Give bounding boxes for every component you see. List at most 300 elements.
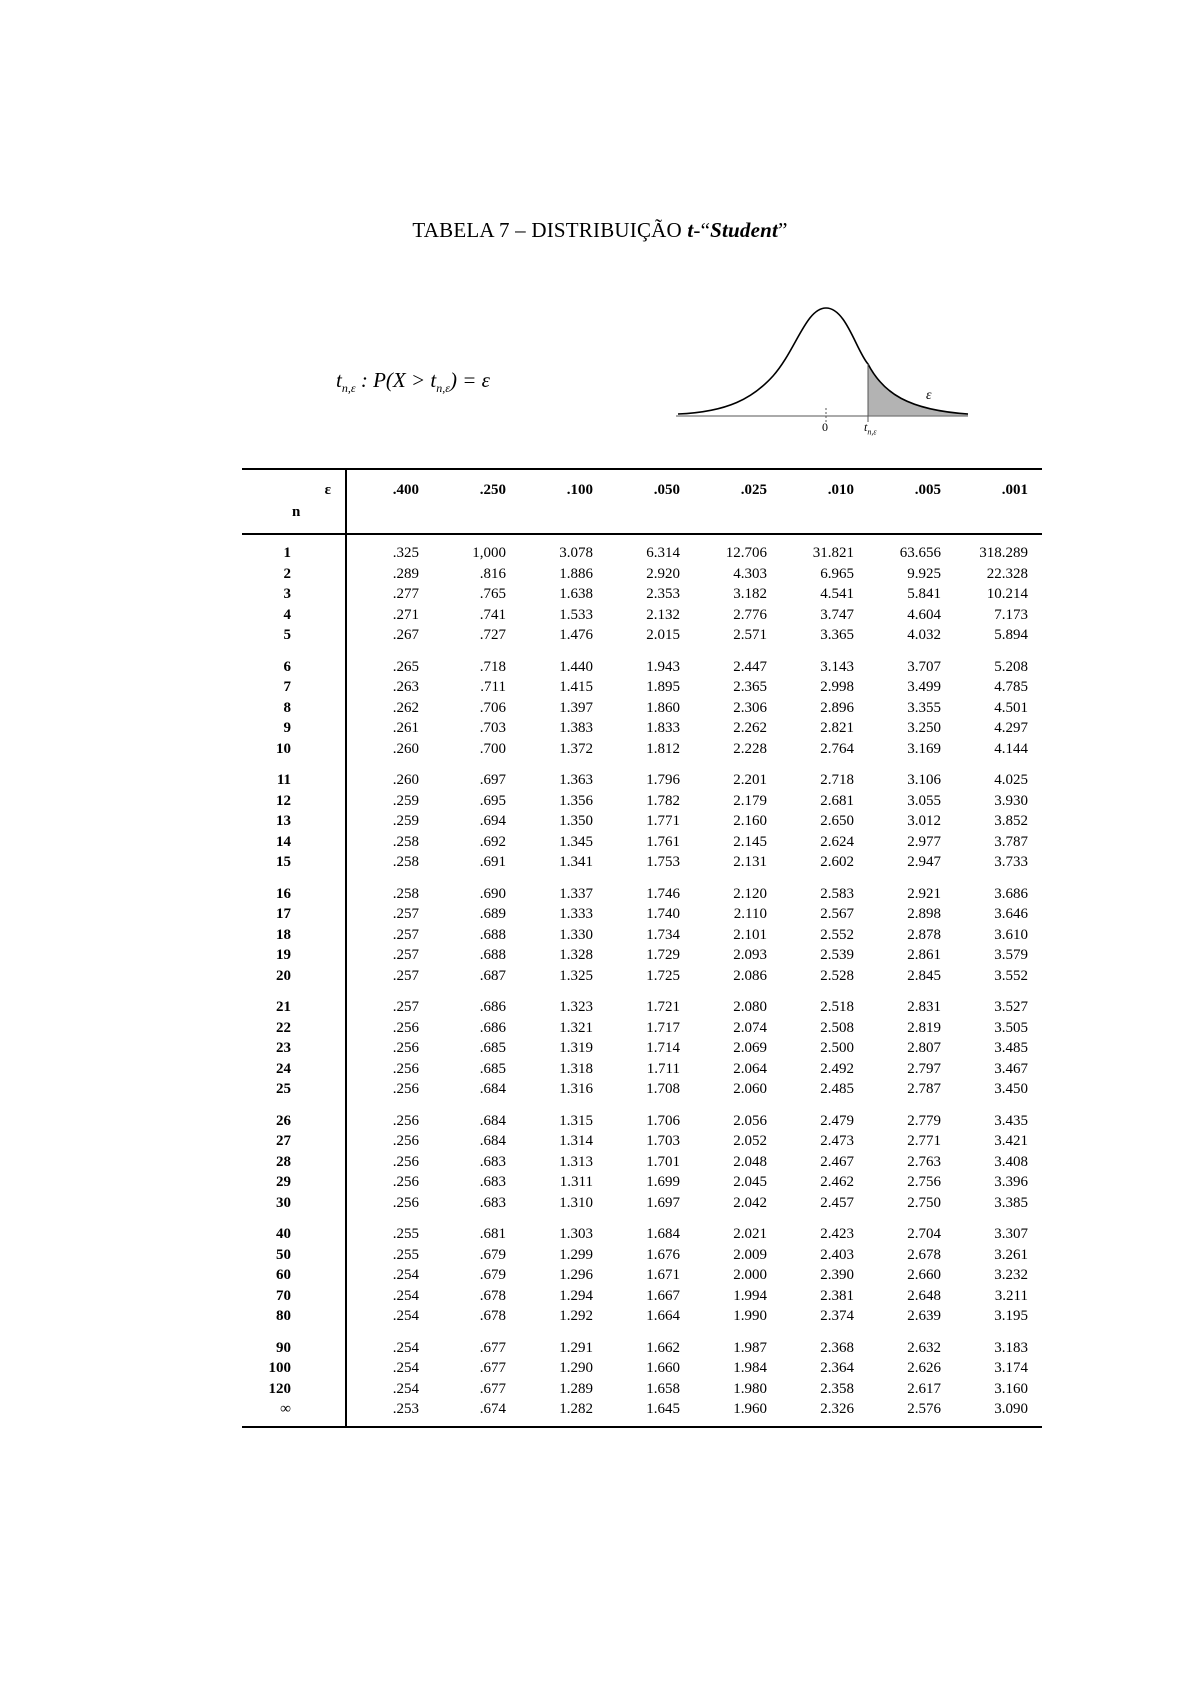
value-cell: .765 bbox=[479, 586, 506, 603]
value-cell: 1.397 bbox=[559, 699, 593, 716]
value-cell: .271 bbox=[392, 606, 419, 623]
value-cell: .686 bbox=[479, 999, 506, 1016]
value-cell: 1.662 bbox=[646, 1339, 680, 1356]
value-cell: .727 bbox=[479, 627, 506, 644]
column-header: .005 bbox=[868, 469, 955, 534]
value-cell: .255 bbox=[392, 1226, 419, 1243]
value-cell: .254 bbox=[392, 1380, 419, 1397]
row-n-cell: 13 bbox=[242, 811, 346, 832]
value-cell: 2.552 bbox=[820, 926, 854, 943]
value-cell: 5.841 bbox=[907, 586, 941, 603]
value-cell: .260 bbox=[392, 740, 419, 757]
value-cell: .677 bbox=[479, 1360, 506, 1377]
value-cell: 2.132 bbox=[646, 606, 680, 623]
title-end-quote: ” bbox=[778, 218, 788, 242]
value-cell: .254 bbox=[392, 1287, 419, 1304]
value-cell: .678 bbox=[479, 1308, 506, 1325]
value-cell: .711 bbox=[480, 679, 506, 696]
value-cell: .256 bbox=[392, 1040, 419, 1057]
value-cell: .684 bbox=[479, 1112, 506, 1129]
value-cell: .686 bbox=[479, 1019, 506, 1036]
table-row bbox=[242, 1327, 1042, 1359]
value-cell: 1.984 bbox=[733, 1360, 767, 1377]
value-cell: 1.717 bbox=[646, 1019, 680, 1036]
value-cell: 2.009 bbox=[733, 1246, 767, 1263]
value-cell: 1.895 bbox=[646, 679, 680, 696]
table-row bbox=[242, 852, 1042, 873]
value-cell: .692 bbox=[479, 833, 506, 850]
value-cell: 1.316 bbox=[559, 1081, 593, 1098]
curve-eps-label: ε bbox=[926, 388, 932, 403]
value-cell: 1.729 bbox=[646, 947, 680, 964]
row-n-cell: 28 bbox=[242, 1152, 346, 1173]
value-cell: 2.365 bbox=[733, 679, 767, 696]
value-cell: 1.708 bbox=[646, 1081, 680, 1098]
value-cell: .816 bbox=[479, 565, 506, 582]
value-cell: 2.467 bbox=[820, 1153, 854, 1170]
value-cell: 2.617 bbox=[907, 1380, 941, 1397]
row-n-cell: 90 bbox=[242, 1327, 346, 1359]
value-cell: .706 bbox=[479, 699, 506, 716]
value-cell: 1.667 bbox=[646, 1287, 680, 1304]
row-n-cell: 40 bbox=[242, 1213, 346, 1245]
value-cell: 2.110 bbox=[733, 906, 767, 923]
table-row bbox=[242, 1152, 1042, 1173]
value-cell: 1,000 bbox=[472, 545, 506, 562]
value-cell: 3.686 bbox=[994, 885, 1028, 902]
value-cell: 1.701 bbox=[646, 1153, 680, 1170]
row-n-cell: 5 bbox=[242, 625, 346, 646]
value-cell: 1.671 bbox=[646, 1267, 680, 1284]
value-cell: 3.232 bbox=[994, 1267, 1028, 1284]
value-cell: 3.450 bbox=[994, 1081, 1028, 1098]
value-cell: 4.032 bbox=[907, 627, 941, 644]
value-cell: .256 bbox=[392, 1081, 419, 1098]
value-cell: 3.421 bbox=[994, 1133, 1028, 1150]
value-cell: .255 bbox=[392, 1246, 419, 1263]
value-cell: 1.356 bbox=[559, 792, 593, 809]
value-cell: 1.303 bbox=[559, 1226, 593, 1243]
value-cell: 2.462 bbox=[820, 1174, 854, 1191]
value-cell: 1.310 bbox=[559, 1194, 593, 1211]
value-cell: 2.518 bbox=[820, 999, 854, 1016]
value-cell: 3.365 bbox=[820, 627, 854, 644]
title-prefix: TABELA 7 – DISTRIBUIÇÃO bbox=[412, 218, 682, 242]
value-cell: 2.457 bbox=[820, 1194, 854, 1211]
table-row bbox=[242, 832, 1042, 853]
row-n-cell: 27 bbox=[242, 1131, 346, 1152]
value-cell: 2.403 bbox=[820, 1246, 854, 1263]
table-header-row bbox=[242, 469, 1042, 534]
table-row bbox=[242, 718, 1042, 739]
formula-t: t bbox=[336, 368, 342, 392]
value-cell: 2.201 bbox=[733, 772, 767, 789]
value-cell: .700 bbox=[479, 740, 506, 757]
value-cell: 2.704 bbox=[907, 1226, 941, 1243]
row-n-cell: 60 bbox=[242, 1265, 346, 1286]
value-cell: 1.994 bbox=[733, 1287, 767, 1304]
value-cell: 1.703 bbox=[646, 1133, 680, 1150]
value-cell: 3.307 bbox=[994, 1226, 1028, 1243]
value-cell: 1.658 bbox=[646, 1380, 680, 1397]
value-cell: 3.930 bbox=[994, 792, 1028, 809]
value-cell: 3.211 bbox=[994, 1287, 1028, 1304]
value-cell: .258 bbox=[392, 833, 419, 850]
value-cell: 1.746 bbox=[646, 885, 680, 902]
value-cell: 2.819 bbox=[907, 1019, 941, 1036]
value-cell: 2.750 bbox=[907, 1194, 941, 1211]
value-cell: 3.787 bbox=[994, 833, 1028, 850]
value-cell: .258 bbox=[392, 885, 419, 902]
value-cell: .261 bbox=[392, 720, 419, 737]
value-cell: 2.998 bbox=[820, 679, 854, 696]
value-cell: 22.328 bbox=[986, 565, 1028, 582]
value-cell: 1.291 bbox=[559, 1339, 593, 1356]
value-cell: 2.845 bbox=[907, 967, 941, 984]
value-cell: 2.374 bbox=[820, 1308, 854, 1325]
value-cell: 1.372 bbox=[559, 740, 593, 757]
table-row bbox=[242, 966, 1042, 987]
value-cell: 1.290 bbox=[559, 1360, 593, 1377]
value-cell: 1.980 bbox=[733, 1380, 767, 1397]
value-cell: 2.120 bbox=[733, 885, 767, 902]
value-cell: 2.074 bbox=[733, 1019, 767, 1036]
value-cell: .254 bbox=[392, 1308, 419, 1325]
value-cell: 3.747 bbox=[820, 606, 854, 623]
curve-line bbox=[678, 308, 968, 414]
value-cell: 2.500 bbox=[820, 1040, 854, 1057]
table-row bbox=[242, 1131, 1042, 1152]
value-cell: 1.330 bbox=[559, 926, 593, 943]
value-cell: 1.363 bbox=[559, 772, 593, 789]
value-cell: .687 bbox=[479, 967, 506, 984]
value-cell: 1.321 bbox=[559, 1019, 593, 1036]
value-cell: 1.812 bbox=[646, 740, 680, 757]
value-cell: 2.358 bbox=[820, 1380, 854, 1397]
value-cell: 2.648 bbox=[907, 1287, 941, 1304]
value-cell: .256 bbox=[392, 1194, 419, 1211]
value-cell: 2.947 bbox=[907, 854, 941, 871]
row-n-cell: 7 bbox=[242, 677, 346, 698]
curve-t-text: t bbox=[864, 420, 868, 434]
row-n-cell: ∞ bbox=[242, 1399, 346, 1427]
row-n-cell: 70 bbox=[242, 1286, 346, 1307]
value-cell: 1.960 bbox=[694, 1399, 781, 1427]
value-cell: 3.852 bbox=[994, 813, 1028, 830]
value-cell: 1.676 bbox=[646, 1246, 680, 1263]
table-row bbox=[242, 759, 1042, 791]
value-cell: .695 bbox=[479, 792, 506, 809]
value-cell: 2.381 bbox=[820, 1287, 854, 1304]
value-cell: 2.485 bbox=[820, 1081, 854, 1098]
value-cell: 1.638 bbox=[559, 586, 593, 603]
value-cell: 1.753 bbox=[646, 854, 680, 871]
value-cell: .678 bbox=[479, 1287, 506, 1304]
value-cell: 2.921 bbox=[907, 885, 941, 902]
value-cell: 3.160 bbox=[994, 1380, 1028, 1397]
value-cell: 9.925 bbox=[907, 565, 941, 582]
value-cell: 2.145 bbox=[733, 833, 767, 850]
table-row bbox=[242, 811, 1042, 832]
value-cell: 2.473 bbox=[820, 1133, 854, 1150]
value-cell: .257 bbox=[392, 947, 419, 964]
value-cell: 2.080 bbox=[733, 999, 767, 1016]
table-row bbox=[242, 873, 1042, 905]
table-row bbox=[242, 564, 1042, 585]
value-cell: 2.576 bbox=[868, 1399, 955, 1427]
value-cell: 3.183 bbox=[994, 1339, 1028, 1356]
value-cell: .259 bbox=[392, 813, 419, 830]
value-cell: 2.624 bbox=[820, 833, 854, 850]
value-cell: 1.761 bbox=[646, 833, 680, 850]
value-cell: 4.025 bbox=[994, 772, 1028, 789]
value-cell: 2.821 bbox=[820, 720, 854, 737]
value-cell: .265 bbox=[392, 658, 419, 675]
value-cell: .260 bbox=[392, 772, 419, 789]
value-cell: 1.318 bbox=[559, 1060, 593, 1077]
value-cell: .697 bbox=[479, 772, 506, 789]
value-cell: .256 bbox=[392, 1153, 419, 1170]
value-cell: 4.303 bbox=[733, 565, 767, 582]
value-cell: 2.101 bbox=[733, 926, 767, 943]
value-cell: 4.144 bbox=[994, 740, 1028, 757]
value-cell: 1.990 bbox=[733, 1308, 767, 1325]
value-cell: 2.896 bbox=[820, 699, 854, 716]
value-cell: 3.396 bbox=[994, 1174, 1028, 1191]
value-cell: 4.604 bbox=[907, 606, 941, 623]
value-cell: .257 bbox=[392, 999, 419, 1016]
value-cell: 3.485 bbox=[994, 1040, 1028, 1057]
value-cell: 3.435 bbox=[994, 1112, 1028, 1129]
table-row bbox=[242, 1079, 1042, 1100]
value-cell: 1.697 bbox=[646, 1194, 680, 1211]
value-cell: 2.831 bbox=[907, 999, 941, 1016]
value-cell: .256 bbox=[392, 1112, 419, 1129]
value-cell: 12.706 bbox=[725, 545, 767, 562]
t-distribution-table bbox=[242, 468, 1042, 1428]
value-cell: 3.499 bbox=[907, 679, 941, 696]
table-row bbox=[242, 1306, 1042, 1327]
value-cell: .684 bbox=[479, 1133, 506, 1150]
row-n-cell: 20 bbox=[242, 966, 346, 987]
value-cell: 1.796 bbox=[646, 772, 680, 789]
value-cell: .677 bbox=[479, 1380, 506, 1397]
table-body bbox=[242, 534, 1042, 1427]
value-cell: 1.294 bbox=[559, 1287, 593, 1304]
value-cell: 2.052 bbox=[733, 1133, 767, 1150]
value-cell: 1.886 bbox=[559, 565, 593, 582]
value-cell: 1.333 bbox=[559, 906, 593, 923]
table-row bbox=[242, 534, 1042, 564]
table-row bbox=[242, 1265, 1042, 1286]
row-n-cell: 10 bbox=[242, 739, 346, 760]
value-cell: 3.505 bbox=[994, 1019, 1028, 1036]
value-cell: 1.645 bbox=[607, 1399, 694, 1427]
row-n-cell: 12 bbox=[242, 791, 346, 812]
value-cell: .694 bbox=[479, 813, 506, 830]
table-row bbox=[242, 1100, 1042, 1132]
value-cell: 4.785 bbox=[994, 679, 1028, 696]
value-cell: 1.292 bbox=[559, 1308, 593, 1325]
value-cell: 2.528 bbox=[820, 967, 854, 984]
value-cell: .688 bbox=[479, 947, 506, 964]
value-cell: 2.807 bbox=[907, 1040, 941, 1057]
column-header: .400 bbox=[346, 469, 433, 534]
table-row bbox=[242, 739, 1042, 760]
value-cell: 5.894 bbox=[994, 627, 1028, 644]
table-row bbox=[242, 677, 1042, 698]
value-cell: 2.492 bbox=[820, 1060, 854, 1077]
row-n-cell: 23 bbox=[242, 1038, 346, 1059]
value-cell: .741 bbox=[479, 606, 506, 623]
value-cell: 2.093 bbox=[733, 947, 767, 964]
value-cell: 2.626 bbox=[907, 1360, 941, 1377]
value-cell: .256 bbox=[392, 1133, 419, 1150]
value-cell: 2.898 bbox=[907, 906, 941, 923]
title-student: Student bbox=[710, 218, 779, 242]
value-cell: 3.106 bbox=[907, 772, 941, 789]
value-cell: 2.756 bbox=[907, 1174, 941, 1191]
value-cell: .681 bbox=[479, 1226, 506, 1243]
value-cell: 1.296 bbox=[559, 1267, 593, 1284]
value-cell: 1.299 bbox=[559, 1246, 593, 1263]
tail-area bbox=[868, 364, 968, 416]
value-cell: .674 bbox=[433, 1399, 520, 1427]
value-cell: 1.289 bbox=[559, 1380, 593, 1397]
value-cell: 2.678 bbox=[907, 1246, 941, 1263]
row-n-cell: 8 bbox=[242, 698, 346, 719]
value-cell: 2.632 bbox=[907, 1339, 941, 1356]
value-cell: 3.467 bbox=[994, 1060, 1028, 1077]
value-cell: 2.878 bbox=[907, 926, 941, 943]
value-cell: 318.289 bbox=[979, 545, 1028, 562]
column-header: .250 bbox=[433, 469, 520, 534]
value-cell: 3.012 bbox=[907, 813, 941, 830]
table-row bbox=[242, 1018, 1042, 1039]
value-cell: 2.390 bbox=[820, 1267, 854, 1284]
column-header: .001 bbox=[955, 469, 1042, 534]
value-cell: 2.787 bbox=[907, 1081, 941, 1098]
bell-curve-figure bbox=[668, 298, 978, 438]
distribution-curve bbox=[668, 298, 978, 438]
value-cell: 2.602 bbox=[820, 854, 854, 871]
column-header: .050 bbox=[607, 469, 694, 534]
table-row bbox=[242, 791, 1042, 812]
value-cell: 1.345 bbox=[559, 833, 593, 850]
value-cell: 1.440 bbox=[559, 658, 593, 675]
table-row bbox=[242, 1193, 1042, 1214]
value-cell: 4.501 bbox=[994, 699, 1028, 716]
value-cell: 3.707 bbox=[907, 658, 941, 675]
title-t: t bbox=[687, 218, 694, 242]
table-row bbox=[242, 584, 1042, 605]
value-cell: .256 bbox=[392, 1019, 419, 1036]
n-header: n bbox=[292, 504, 301, 520]
table-row bbox=[242, 1245, 1042, 1266]
value-cell: 2.508 bbox=[820, 1019, 854, 1036]
value-cell: 2.021 bbox=[733, 1226, 767, 1243]
table-row bbox=[242, 1358, 1042, 1379]
value-cell: .677 bbox=[479, 1339, 506, 1356]
value-cell: 2.571 bbox=[733, 627, 767, 644]
value-cell: .267 bbox=[392, 627, 419, 644]
value-cell: 3.078 bbox=[559, 545, 593, 562]
value-cell: .262 bbox=[392, 699, 419, 716]
value-cell: 1.350 bbox=[559, 813, 593, 830]
value-cell: .257 bbox=[392, 926, 419, 943]
value-cell: 6.314 bbox=[646, 545, 680, 562]
row-n-cell: 30 bbox=[242, 1193, 346, 1214]
value-cell: 3.733 bbox=[994, 854, 1028, 871]
row-n-cell: 14 bbox=[242, 832, 346, 853]
formula-end: ) = ε bbox=[449, 368, 490, 392]
value-cell: 1.721 bbox=[646, 999, 680, 1016]
page-title bbox=[0, 218, 1200, 243]
value-cell: 1.740 bbox=[646, 906, 680, 923]
value-cell: 2.583 bbox=[820, 885, 854, 902]
value-cell: 3.090 bbox=[955, 1399, 1042, 1427]
row-n-cell: 29 bbox=[242, 1172, 346, 1193]
value-cell: .254 bbox=[392, 1339, 419, 1356]
value-cell: 2.423 bbox=[820, 1226, 854, 1243]
value-cell: 1.319 bbox=[559, 1040, 593, 1057]
definition-formula bbox=[336, 368, 490, 396]
value-cell: 2.764 bbox=[820, 740, 854, 757]
value-cell: 1.714 bbox=[646, 1040, 680, 1057]
value-cell: 3.408 bbox=[994, 1153, 1028, 1170]
value-cell: 1.725 bbox=[646, 967, 680, 984]
value-cell: 1.314 bbox=[559, 1133, 593, 1150]
value-cell: 2.639 bbox=[907, 1308, 941, 1325]
value-cell: 1.833 bbox=[646, 720, 680, 737]
value-cell: .679 bbox=[479, 1267, 506, 1284]
value-cell: 2.045 bbox=[733, 1174, 767, 1191]
value-cell: .277 bbox=[392, 586, 419, 603]
table-row bbox=[242, 605, 1042, 626]
value-cell: 2.069 bbox=[733, 1040, 767, 1057]
value-cell: 5.208 bbox=[994, 658, 1028, 675]
value-cell: 2.368 bbox=[820, 1339, 854, 1356]
row-n-cell: 100 bbox=[242, 1358, 346, 1379]
row-n-cell: 24 bbox=[242, 1059, 346, 1080]
table-row bbox=[242, 1213, 1042, 1245]
value-cell: 2.048 bbox=[733, 1153, 767, 1170]
value-cell: 2.353 bbox=[646, 586, 680, 603]
table-row bbox=[242, 1059, 1042, 1080]
row-n-cell: 18 bbox=[242, 925, 346, 946]
value-cell: 6.965 bbox=[820, 565, 854, 582]
row-n-cell: 6 bbox=[242, 646, 346, 678]
value-cell: 3.169 bbox=[907, 740, 941, 757]
value-cell: 2.131 bbox=[733, 854, 767, 871]
value-cell: 3.646 bbox=[994, 906, 1028, 923]
value-cell: 1.383 bbox=[559, 720, 593, 737]
value-cell: 4.297 bbox=[994, 720, 1028, 737]
value-cell: .703 bbox=[479, 720, 506, 737]
value-cell: .256 bbox=[392, 1174, 419, 1191]
value-cell: 2.326 bbox=[781, 1399, 868, 1427]
value-cell: .254 bbox=[392, 1267, 419, 1284]
value-cell: 3.143 bbox=[820, 658, 854, 675]
value-cell: 2.479 bbox=[820, 1112, 854, 1129]
formula-sub-2: n,ε bbox=[436, 381, 450, 396]
value-cell: .683 bbox=[479, 1174, 506, 1191]
t-distribution-table-wrap bbox=[242, 468, 1042, 1428]
value-cell: .325 bbox=[392, 545, 419, 562]
value-cell: 31.821 bbox=[812, 545, 854, 562]
table-row bbox=[242, 986, 1042, 1018]
table-row bbox=[242, 925, 1042, 946]
